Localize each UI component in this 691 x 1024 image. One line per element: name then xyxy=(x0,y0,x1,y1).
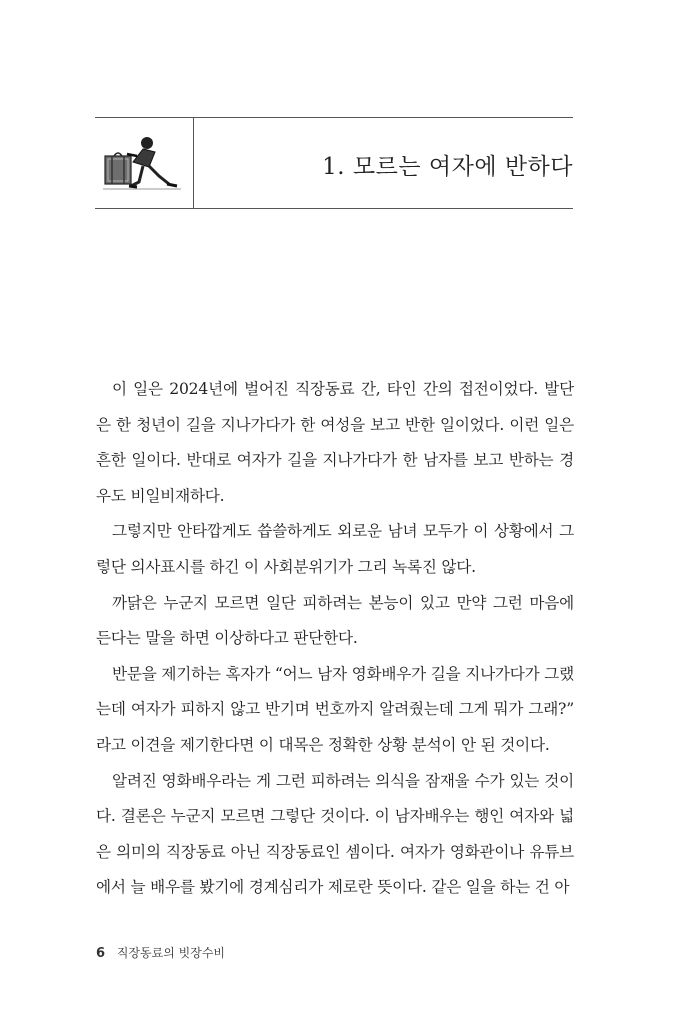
book-title: 직장동료의 빗장수비 xyxy=(116,946,226,960)
header-divider xyxy=(193,118,194,208)
paragraph: 알려진 영화배우라는 게 그런 피하려는 의식을 잠재울 수가 있는 것이다. 결론은 누군지 모르면 그렇단 것이다. 이 남자배우는 행인 여자와 넓은 의미의 직장동료 아닌 직장동료인 셈이다. 여자가 영화관이나 유튜브에서 늘 배우를 봤기에 경계심리가 제로란 뜻이다. 같은 일을 하는 건 아 xyxy=(96,771,574,897)
paragraph: 반문을 제기하는 혹자가 “어느 남자 영화배우가 길을 지나가다가 그랬는데 여자가 피하지 않고 반기며 번호까지 알려줬는데 그게 뭐가 그래?” 라고 이견을 제기한다면 이 대목은 정확한 상황 분석이 안 된 것이다. xyxy=(96,664,575,754)
body-text xyxy=(96,372,574,906)
paragraph: 그렇지만 안타깝게도 씁쓸하게도 외로운 남녀 모두가 이 상황에서 그렇단 의사표시를 하긴 이 사회분위기가 그리 녹록진 않다. xyxy=(96,522,574,576)
page-number: 6 xyxy=(96,946,106,961)
chapter-title: 1. 모르는 여자에 반하다 xyxy=(322,154,573,180)
man-carrying-suitcase-icon xyxy=(103,134,183,192)
paragraph: 이 일은 2024년에 벌어진 직장동료 간, 타인 간의 접전이었다. 발단은 한 청년이 길을 지나가다가 한 여성을 보고 반한 일이었다. 이런 일은 흔한 일이다. 반대로 여자가 길을 지나가다가 한 남자를 보고 반하는 경우도 비일비재하다. xyxy=(96,380,574,505)
page-footer xyxy=(96,944,225,961)
chapter-header xyxy=(95,117,573,209)
paragraph: 까닭은 누군지 모르면 일단 피하려는 본능이 있고 만약 그런 마음에 든다는 말을 하면 이상하다고 판단한다. xyxy=(96,593,574,648)
